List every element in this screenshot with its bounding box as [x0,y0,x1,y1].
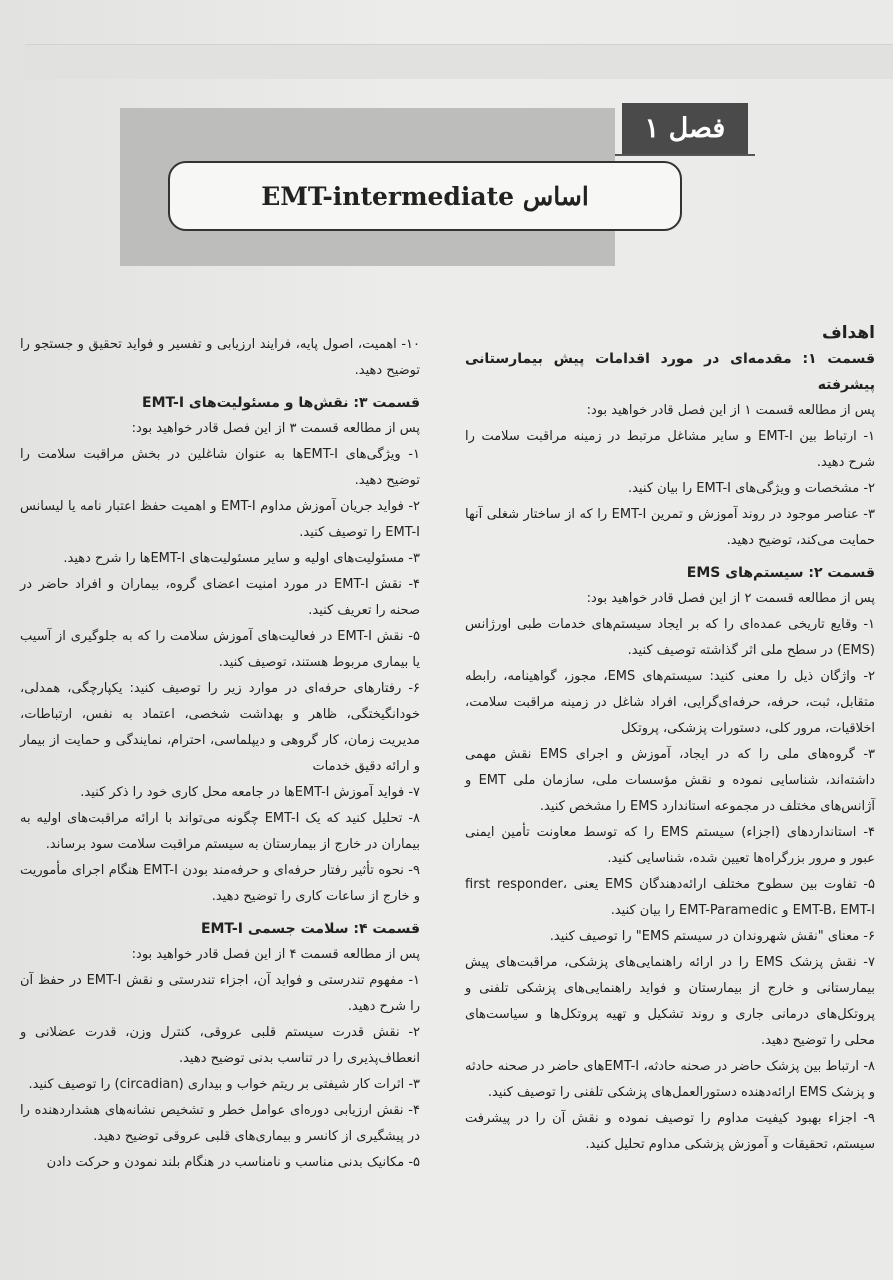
list-item: ۵- مکانیک بدنی مناسب و نامناسب در هنگام بلند نمودن و حرکت دادن [46,1155,420,1170]
section1-heading: قسمت ۱: مقدمه‌ای در مورد اقدامات پیش بیمارستانی پیشرفته [465,351,875,393]
list-item: ۵- تفاوت بین سطوح مختلف ارائه‌دهندگان EMS یعنی first responder، EMT-B، EMT-I و EMT-Paramedic را بیان کنید. [465,877,875,918]
list-item: ۵- نقش EMT-I در فعالیت‌های آموزش سلامت را که به جلوگیری از آسیب یا بیماری مربوط هستند، توصیف کنید. [20,629,420,670]
list-item: ۱- مفهوم تندرستی و فواید آن، اجزاء تندرستی و نقش EMT-I در حفظ آن را شرح دهید. [20,973,421,1014]
list-item: ۷- نقش پزشک EMS را در ارائه راهنمایی‌های پزشکی، مراقبت‌های پیش بیمارستانی و خارج از بیمارستان و فواید راهنمایی‌های پزشکی تلفنی و پروتکل‌های درمانی جاری و روند تشکیل و تهیه پروتکل‌ها و سیاست‌های محلی را توضیح دهید. [465,955,875,1048]
list-item: ۳- گروه‌های ملی را که در ایجاد، آموزش و اجرای EMS نقش مهمی داشته‌اند، شناسایی نموده و نقش مؤسسات ملی، سازمان ملی EMT و آژانس‌های مختلف در مجموعه استاندارد EMS را مشخص کنید. [465,747,875,814]
list-item: ۱۰- اهمیت، اصول پایه، فرایند ارزیابی و تفسیر و فواید تحقیق و جستجو را توضیح دهید. [20,337,420,378]
list-item: ۲- مشخصات و ویژگی‌های EMT-I را بیان کنید. [627,481,875,496]
section3-intro: پس از مطالعه قسمت ۳ از این فصل قادر خواهید بود: [131,421,420,436]
list-item: ۷- فواید آموزش EMT-Iها در جامعه محل کاری خود را ذکر کنید. [80,785,420,800]
list-item: ۱- ویژگی‌های EMT-Iها به عنوان شاغلین در بخش مراقبت سلامت را توضیح دهید. [20,447,420,488]
list-item: ۹- نحوه تأثیر رفتار حرفه‌ای و حرفه‌مند بودن EMT-I هنگام اجرای مأموریت و خارج از ساعات کاری را توضیح دهید. [20,863,420,904]
list-item: ۳- عناصر موجود در روند آموزش و تمرین EMT-I را که از ساختار شغلی آنها حمایت می‌کند، توضیح دهید. [465,507,875,548]
list-item: ۴- نقش EMT-I در مورد امنیت اعضای گروه، بیماران و افراد حاضر در صحنه را تعریف کنید. [20,577,420,618]
list-item: ۳- اثرات کار شیفتی بر ریتم خواب و بیداری (circadian) را توصیف کنید. [28,1077,420,1092]
chapter-label: فصل ۱ [622,103,748,154]
list-item: ۸- ارتباط بین پزشک حاضر در صحنه حادثه، EMT-Iهای حاضر در صحنه حادثه و پزشک EMS ارائه‌دهنده دستورالعمل‌های پزشکی تلفنی را توصیف کنید. [465,1059,875,1100]
left-column [20,332,420,1176]
list-item: ۴- استانداردهای (اجزاء) سیستم EMS را که توسط معاونت تأمین ایمنی عبور و مرور بزرگراه‌ها تعیین شده، شناسایی کنید. [465,825,875,866]
chapter-divider [615,154,755,156]
list-item: ۹- اجزاء بهبود کیفیت مداوم را توصیف نموده و نقش آن را در پیشرفت سیستم، تحقیقات و آموزش پزشکی مداوم تحلیل کنید. [465,1111,875,1152]
right-column [465,320,875,1158]
list-item: ۳- مسئولیت‌های اولیه و سایر مسئولیت‌های EMT-Iها را شرح دهید. [63,551,420,566]
list-item: ۱- وقایع تاریخی عمده‌ای را که بر ایجاد سیستم‌های خدمات طبی اورژانس (EMS) در سطح ملی اثر گذاشته توصیف کنید. [465,617,875,658]
section3-heading: قسمت ۳: نقش‌ها و مسئولیت‌های EMT-I [142,395,420,411]
list-item: ۲- نقش قدرت سیستم قلبی عروقی، کنترل وزن، قدرت عضلانی و انعطاف‌پذیری را در تناسب بدنی توضیح دهید. [20,1025,420,1066]
list-item: ۴- نقش ارزیابی دوره‌ای عوامل خطر و تشخیص نشانه‌های هشداردهنده را در پیشگیری از کانسر و بیماری‌های قلبی عروقی توضیح دهید. [20,1103,420,1144]
list-item: ۸- تحلیل کنید که یک EMT-I چگونه می‌تواند با ارائه مراقبت‌های اولیه به بیماران در خارج از بیمارستان به سیستم مراقبت سلامت سود برساند. [20,811,420,852]
list-item: ۲- فواید جریان آموزش مداوم EMT-I و اهمیت حفظ اعتبار نامه یا لیسانس EMT-I را توصیف کنید. [20,499,420,540]
chapter-title: اساس EMT-intermediate [168,161,682,231]
section2-heading: قسمت ۲: سیستم‌های EMS [686,565,875,581]
section4-heading: قسمت ۴: سلامت جسمی EMT-I [200,921,420,937]
section4-intro: پس از مطالعه قسمت ۴ از این فصل قادر خواهید بود: [131,947,420,962]
section2-intro: پس از مطالعه قسمت ۲ از این فصل قادر خواهید بود: [586,591,875,606]
list-item: ۶- رفتارهای حرفه‌ای در موارد زیر را توصیف کنید: یکپارچگی، همدلی، خودانگیختگی، ظاهر و بهداشت شخصی، اعتماد به نفس، ارتباطات، مدیریت زمان، کار گروهی و دیپلماسی، احترام، نمایندگی و حمایت از بیمار و ارائه دقیق خدمات [20,681,420,774]
list-item: ۱- ارتباط بین EMT-I و سایر مشاغل مرتبط در زمینه مراقبت سلامت را شرح دهید. [465,429,875,470]
section1-intro: پس از مطالعه قسمت ۱ از این فصل قادر خواهید بود: [586,403,875,418]
goals-heading: اهداف [821,323,875,343]
list-item: ۲- واژگان ذیل را معنی کنید: سیستم‌های EMS، مجوز، گواهینامه، رابطه متقابل، ثبت، حرفه، حرفه‌ای‌گرایی، افراد شاغل در زمینه مراقبت سلامت، اخلاقیات، مرور کلی، دستورات پزشکی، پروتکل [465,669,875,736]
running-header-band [25,44,893,79]
list-item: ۶- معنای "نقش شهروندان در سیستم EMS" را توصیف کنید. [549,929,875,944]
